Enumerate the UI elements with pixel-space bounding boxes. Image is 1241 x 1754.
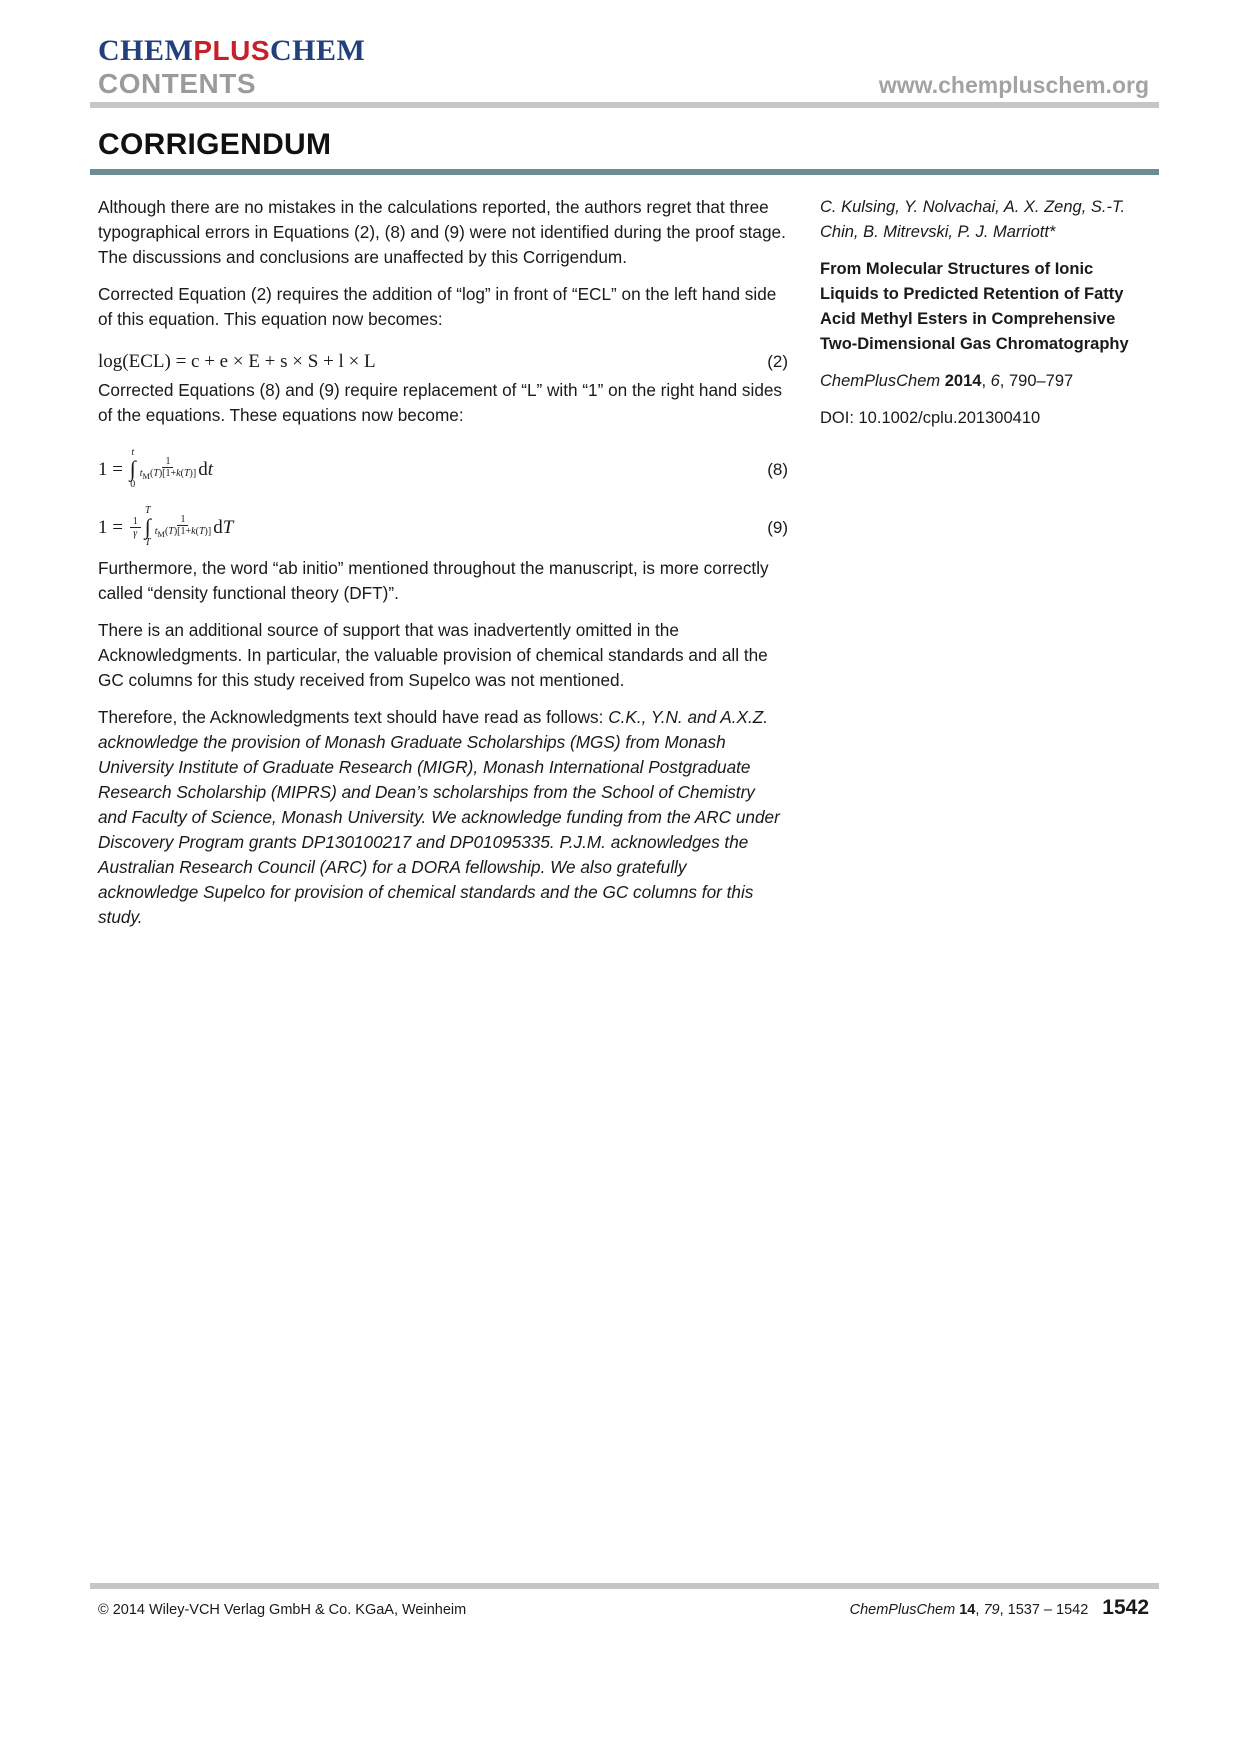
footer-pages: , 1537 – 1542 bbox=[999, 1602, 1089, 1618]
brand-chem-1: CHEM bbox=[98, 34, 194, 67]
footer-citation: ChemPlusChem 14, 79, 1537 – 1542 1542 bbox=[849, 1596, 1149, 1619]
footer-journal: ChemPlusChem bbox=[849, 1602, 956, 1618]
journal-url: www.chempluschem.org bbox=[878, 72, 1149, 98]
footer-rule bbox=[90, 1583, 1159, 1589]
header-rule bbox=[90, 102, 1159, 108]
footer-volume: 79 bbox=[983, 1602, 1000, 1618]
footer-copyright: © 2014 Wiley-VCH Verlag GmbH & Co. KGaA, Weinheim bbox=[98, 1602, 467, 1618]
journal-brand bbox=[98, 36, 365, 66]
equation-9: 1 = $\frac{1}{\gamma}$ T ∫ T $\frac{1}{t_M(T)[1+k(T)]}$ dT (9) bbox=[98, 505, 788, 548]
sidebar-doi: DOI: 10.1002/cplu.201300410 bbox=[820, 409, 1041, 427]
page-title: CORRIGENDUM bbox=[98, 128, 332, 161]
equation-2-formula: log(ECL) = c + e × E + s × S + l × L bbox=[98, 350, 376, 372]
citation-journal: ChemPlusChem bbox=[820, 372, 941, 390]
sidebar-citation: ChemPlusChem 2014, 6, 790–797 bbox=[820, 372, 1074, 390]
paragraph-6 bbox=[98, 705, 788, 930]
brand-plus: PLUS bbox=[193, 35, 271, 66]
sidebar-article-title: From Molecular Structures of Ionic Liquids to Predicted Retention of Fatty Acid Methyl Esters in Comprehensive Two-Dimensional Gas Chromatography bbox=[820, 260, 1129, 353]
main-column bbox=[98, 195, 788, 942]
title-rule bbox=[90, 169, 1159, 175]
paragraph-4: Furthermore, the word “ab initio” mentioned throughout the manuscript, is more correctly called “density functional theory (DFT)”. bbox=[98, 558, 769, 603]
equation-2 bbox=[98, 344, 788, 378]
equation-8: 1 = t ∫ 0 $\frac{1}{t_M(T)[1+k(T)]}$ dt (8) bbox=[98, 447, 788, 490]
citation-volume: 6 bbox=[990, 372, 1000, 390]
paragraph-1: Although there are no mistakes in the calculations reported, the authors regret that three typographical errors in Equations (2), (8) and (9) were not identified during the proof stage. The discussions and conclusions are unaffected by this Corrigendum. bbox=[98, 197, 786, 267]
acknowledgments-text: C.K., Y.N. and A.X.Z. acknowledge the provision of Monash Graduate Scholarships (MGS) from Monash University Institute of Graduate Research (MIGR), Monash International Postgraduate Research Scholarship (MIPRS) and Dean’s scholarships from the School of Chemistry and Faculty of Science, Monash University. We acknowledge funding from the ARC under Discovery Program grants DP130100217 and DP01095335. P.J.M. acknowledges the Australian Research Council (ARC) for a DORA fellowship. We also gratefully acknowledge Supelco for provision of chemical standards and the GC columns for this study. bbox=[98, 707, 780, 927]
equation-9-number: (9) bbox=[767, 517, 788, 537]
section-label: CONTENTS bbox=[98, 68, 256, 99]
paragraph-3: Corrected Equations (8) and (9) require replacement of “L” with “1” on the right hand sides of the equations. These equations now become: bbox=[98, 380, 783, 425]
equation-2-number: (2) bbox=[767, 351, 788, 371]
citation-pages: , 790–797 bbox=[999, 372, 1074, 390]
paragraph-2: Corrected Equation (2) requires the addition of “log” in front of “ECL” on the left hand side of this equation. This equation now becomes: bbox=[98, 284, 777, 329]
paragraph-6-lead: Therefore, the Acknowledgments text should have read as follows: bbox=[98, 707, 609, 727]
paragraph-5: There is an additional source of support that was inadvertently omitted in the Acknowledgments. In particular, the valuable provision of chemical standards and all the GC columns for this study received from Supelco was not mentioned. bbox=[98, 620, 768, 690]
equation-8-number: (8) bbox=[767, 459, 788, 479]
sidebar-authors: C. Kulsing, Y. Nolvachai, A. X. Zeng, S.-T. Chin, B. Mitrevski, P. J. Marriott* bbox=[820, 198, 1126, 241]
footer-year: 14 bbox=[959, 1602, 976, 1618]
citation-year: 2014 bbox=[944, 372, 982, 390]
brand-chem-2: CHEM bbox=[270, 34, 366, 67]
page-number: 1542 bbox=[1102, 1596, 1149, 1619]
sidebar bbox=[820, 195, 1130, 443]
